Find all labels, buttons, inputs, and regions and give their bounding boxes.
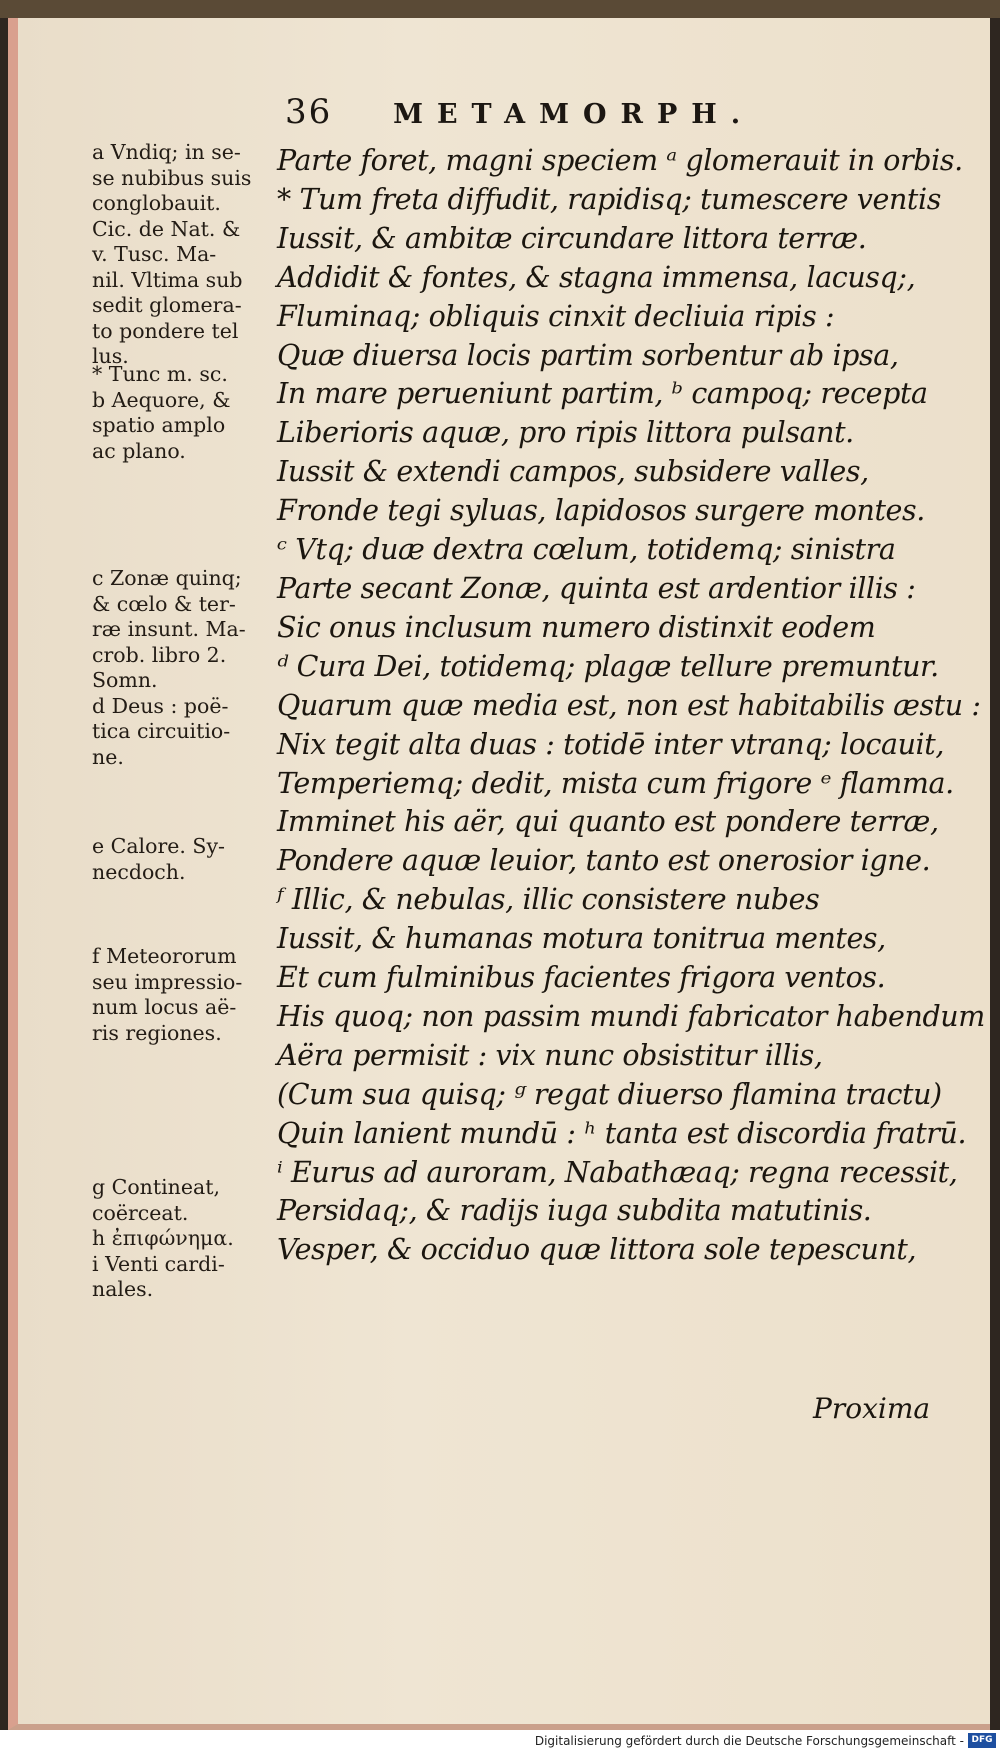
verse-line: Fronde tegi syluas, lapidosos surgere montes. bbox=[277, 494, 925, 528]
verse-line: * Tum freta diffudit, rapidisq; tumescere ventis bbox=[277, 182, 941, 216]
margin-note-text: * Tunc m. sc. b Aequore, & spatio amplo ac plano. bbox=[92, 362, 231, 463]
margin-note-text: c Zonæ quinq; & cœlo & ter- ræ insunt. Ma- crob. libro 2. Somn. d Deus : poë- tica circuitio- ne. bbox=[92, 566, 246, 769]
verse-line: Pondere aquæ leuior, tanto est onerosior igne. bbox=[277, 844, 931, 878]
verse-line: Quarum quæ media est, non est habitabilis æstu : bbox=[277, 688, 981, 722]
verse-line: Aëra permisit : vix nunc obsistitur illis, bbox=[277, 1038, 823, 1072]
verse-line: Iussit, & ambitæ circundare littora terræ. bbox=[277, 221, 867, 255]
margin-note-5 bbox=[92, 944, 272, 1046]
verse-line: ᵈ Cura Dei, totidemq; plagæ tellure premuntur. bbox=[277, 649, 939, 683]
verse-line: His quoq; non passim mundi fabricator habendum bbox=[277, 999, 985, 1033]
verse-line: Addidit & fontes, & stagna immensa, lacusq;, bbox=[277, 260, 916, 294]
page-header bbox=[285, 92, 754, 132]
verse-line: (Cum sua quisq; ᵍ regat diuerso flamina tractu) bbox=[277, 1077, 942, 1111]
verse-line: Persidaq;, & radijs iuga subdita matutinis. bbox=[277, 1194, 872, 1228]
margin-note-1 bbox=[92, 140, 272, 370]
verse-line: Quæ diuersa locis partim sorbentur ab ipsa, bbox=[277, 338, 899, 372]
verse-line: Imminet his aër, qui quanto est pondere terræ, bbox=[277, 805, 939, 839]
book-top-edge bbox=[0, 0, 1000, 18]
margin-note-3 bbox=[92, 566, 272, 770]
margin-note-2 bbox=[92, 362, 272, 464]
verse-line: ᶜ Vtq; duæ dextra cœlum, totidemq; sinistra bbox=[277, 533, 896, 567]
running-title: METAMORPH. bbox=[393, 99, 755, 130]
verse-line: Temperiemq; dedit, mista cum frigore ᵉ flamma. bbox=[277, 766, 954, 800]
verse-line: ⁱ Eurus ad auroram, Nabathæaq; regna recessit, bbox=[277, 1155, 958, 1189]
margin-note-6 bbox=[92, 1175, 272, 1303]
catchword: Proxima bbox=[813, 1392, 931, 1425]
verse-line: Quin lanient mundū : ʰ tanta est discordia fratrū. bbox=[277, 1116, 967, 1150]
verse-line: Iussit & extendi campos, subsidere valles, bbox=[277, 455, 869, 489]
digitization-footer bbox=[0, 1730, 1000, 1753]
verse-line: Iussit, & humanas motura tonitrua mentes, bbox=[277, 922, 886, 956]
verse-line: Et cum fulminibus facientes frigora ventos. bbox=[277, 961, 886, 995]
dfg-logo-icon: DFG bbox=[968, 1733, 996, 1748]
verse-line: Parte secant Zonæ, quinta est ardentior illis : bbox=[277, 571, 916, 605]
verse-block bbox=[277, 142, 985, 1270]
verse-line: Liberioris aquæ, pro ripis littora pulsant. bbox=[277, 416, 854, 450]
page-number: 36 bbox=[285, 92, 333, 132]
footer-credit: Digitalisierung gefördert durch die Deutsche Forschungsgemeinschaft - bbox=[534, 1734, 964, 1748]
margin-note-text: a Vndiq; in se- se nubibus suis conglobauit. Cic. de Nat. & v. Tusc. Ma- nil. Vltima sub sedit glomera- to pondere tel lus. bbox=[92, 140, 252, 368]
margin-note-4 bbox=[92, 834, 272, 885]
verse-line: In mare perueniunt partim, ᵇ campoq; recepta bbox=[277, 377, 928, 411]
margin-note-text: e Calore. Sy- necdoch. bbox=[92, 834, 225, 884]
verse-line: Parte foret, magni speciem ᵃ glomerauit in orbis. bbox=[277, 144, 963, 177]
verse-line: Fluminaq; obliquis cinxit decliuia ripis : bbox=[277, 299, 835, 333]
verse-line: Nix tegit alta duas : totidē inter vtranq; locauit, bbox=[277, 727, 944, 761]
verse-line: ᶠ Illic, & nebulas, illic consistere nubes bbox=[277, 883, 820, 917]
margin-note-text: g Contineat, coërceat. h ἐπιφώνημα. i Venti cardi- nales. bbox=[92, 1175, 234, 1301]
verse-line: Sic onus inclusum numero distinxit eodem bbox=[277, 610, 876, 644]
verse-line: Vesper, & occiduo quæ littora sole tepescunt, bbox=[277, 1233, 917, 1267]
margin-note-text: f Meteororum seu impressio- num locus aë- ris regiones. bbox=[92, 944, 243, 1045]
